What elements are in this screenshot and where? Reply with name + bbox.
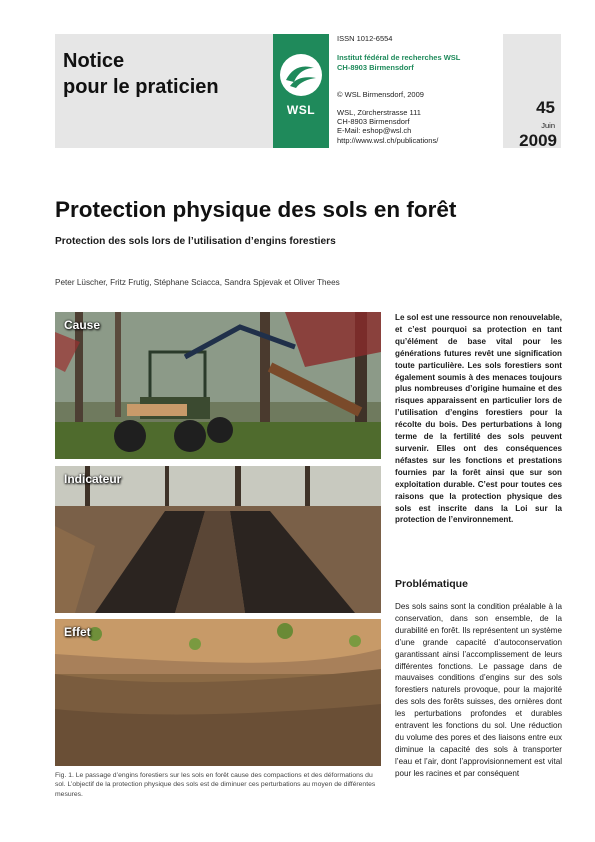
copyright: © WSL Birmensdorf, 2009 xyxy=(337,90,424,100)
photo-cause xyxy=(55,312,381,459)
publisher-info xyxy=(337,34,502,145)
publications-link[interactable]: http://www.wsl.ch/publications/ xyxy=(337,135,439,145)
institute-name: Institut fédéral de recherches WSL xyxy=(337,53,461,63)
address-street: WSL, Zürcherstrasse 111 xyxy=(337,107,421,117)
photo-indicator xyxy=(55,466,381,613)
section-body: Des sols sains sont la condition préalable à la conservation, dans son ensemble, de la durabilité en forêt. Ils représentent un système d’une grande capacité d’autoconservation garantissant ainsi l’accomplissement de leurs différentes fonctions. Le passage dans de mauvaises conditions d’engins sur des sols forestiers naturels provoque, pour la majorité des sols des forêts suisses, des ornières dont les perturbations profondes et durables entravent les fonctions du sol. Une réduction du volume des pores et des liaisons entre eux diminue la capacité des sols à transporter l’eau et l’air, dont l’approvisionnement est vital pour les racines et par conséquent xyxy=(395,602,562,778)
photo-label-effect: Effet xyxy=(64,625,91,639)
issue-year: 2009 xyxy=(519,131,557,150)
wsl-logo-icon xyxy=(278,52,324,98)
article-subtitle: Protection des sols lors de l’utilisation d’engins forestiers xyxy=(55,236,336,247)
section-heading: Problématique xyxy=(395,578,468,590)
wsl-logo-text: WSL xyxy=(286,103,316,117)
series-title-line-1: Notice xyxy=(63,50,125,72)
photo-effect xyxy=(55,619,381,766)
institute-city: CH-8903 Birmensdorf xyxy=(337,62,414,72)
issue-month: Juin xyxy=(541,121,555,130)
issn: ISSN 1012-6554 xyxy=(337,34,393,43)
issue-number: 45 xyxy=(536,98,555,117)
article-intro: Le sol est une ressource non renouvelable, et c’est pourquoi sa protection en tant qu’élément de base vital pour les générations futures revêt une signification toute particulière. Les sols forestiers sont également soumis à des menaces toujours plus nombreuses d’origine humaine et des risques apparaissent en particulier lors de l’utilisation d’engins forestiers pour la récolte du bois. Des perturbations à long terme de la fertilité des sols peuvent survenir. Elles ont des conséquences néfastes sur les fonctions et prestations fournies par la forêt ainsi que sur son exploitation durable. C’est pour toutes ces raisons que la protection physique des sols est inscrite dans la Loi sur la protection de l’environnement. xyxy=(395,313,562,525)
series-title-line-2: pour le praticien xyxy=(63,76,219,98)
article-authors: Peter Lüscher, Fritz Frutig, Stéphane Sciacca, Sandra Spjevak et Oliver Thees xyxy=(55,278,340,287)
figure-caption: Fig. 1. Le passage d’engins forestiers sur les sols en forêt cause des compactions et des déformations du sol. L’objectif de la protection physique des sols est de diminuer ces perturbations au moyen de différentes mesures. xyxy=(55,772,376,798)
article-title: Protection physique des sols en forêt xyxy=(55,197,457,222)
photo-label-indicator: Indicateur xyxy=(64,472,122,486)
address-city: CH-8903 Birmensdorf xyxy=(337,117,410,127)
photo-label-cause: Cause xyxy=(64,318,101,332)
series-title xyxy=(63,48,219,100)
email-link[interactable]: E-Mail: eshop@wsl.ch xyxy=(337,126,412,136)
